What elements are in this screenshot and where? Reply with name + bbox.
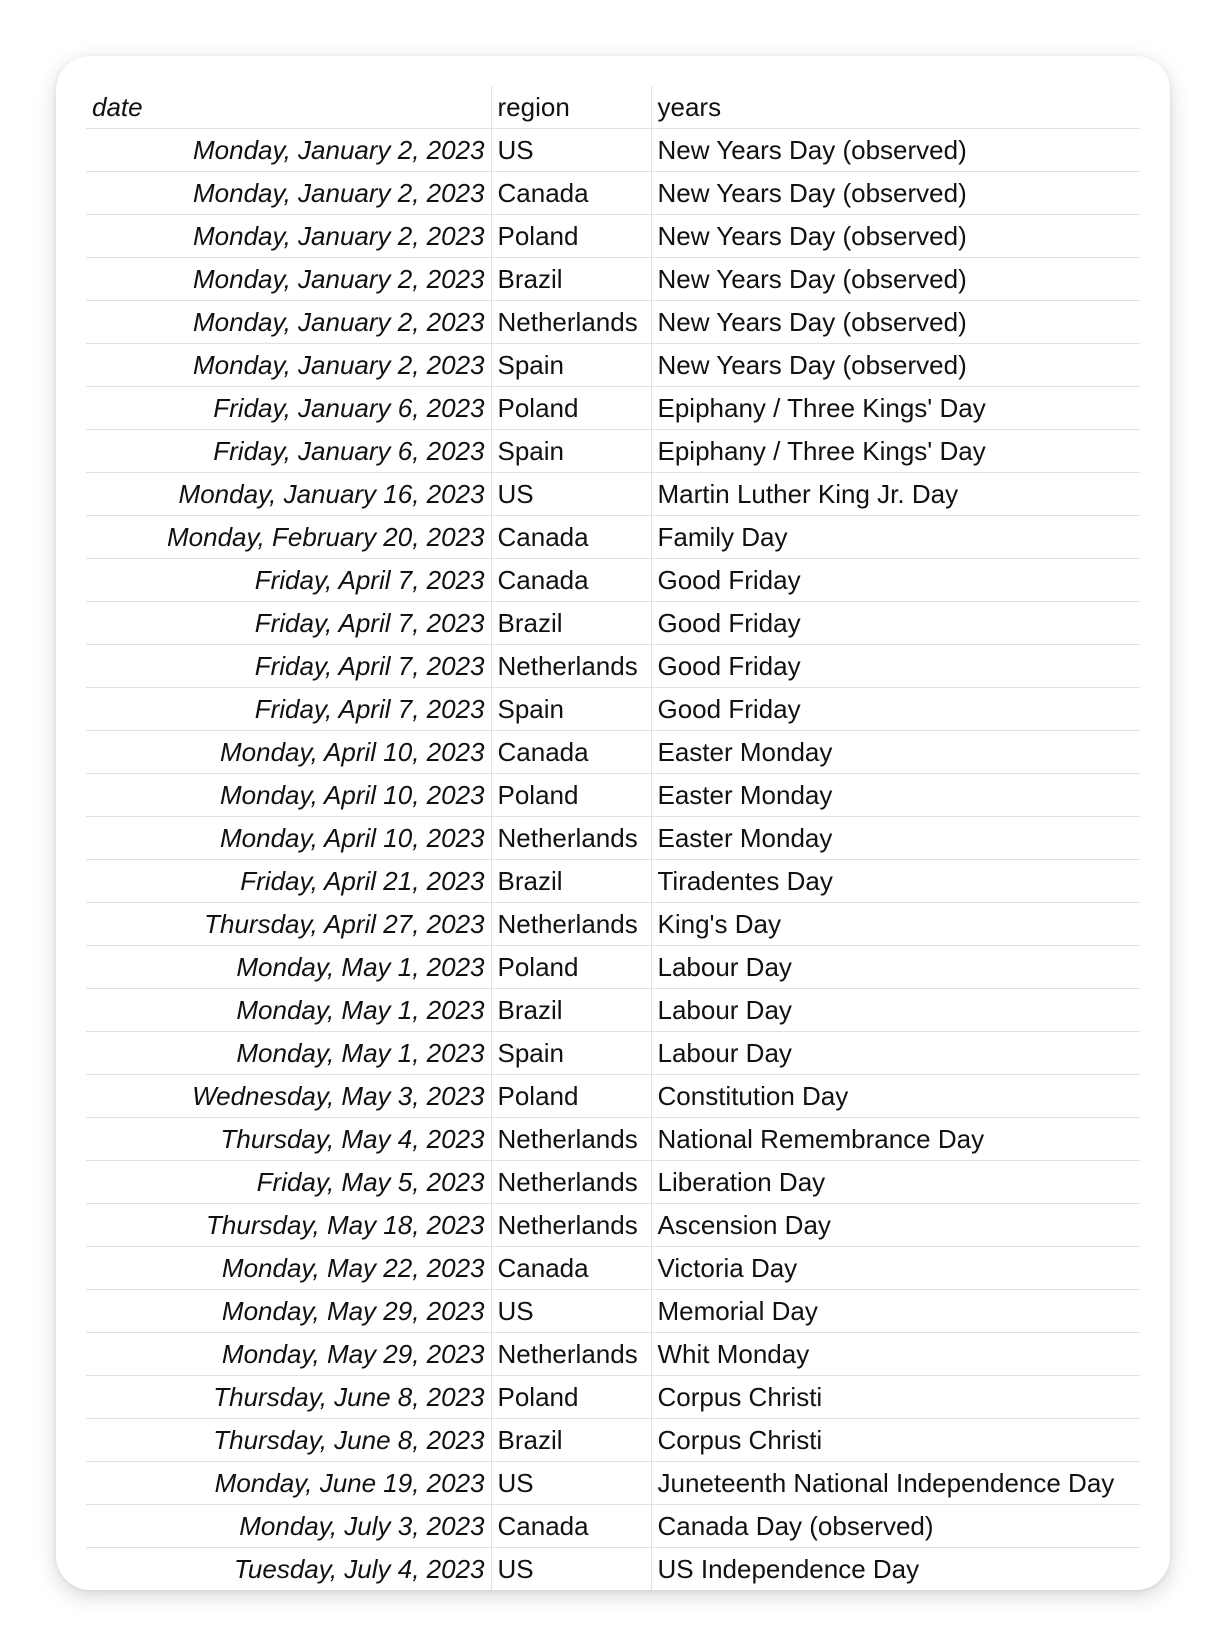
table-row <box>86 516 1140 559</box>
region-cell[interactable]: US <box>491 473 651 516</box>
region-cell[interactable]: Spain <box>491 344 651 387</box>
holiday-cell[interactable]: Corpus Christi <box>651 1376 1140 1419</box>
table-row <box>86 645 1140 688</box>
header-row <box>86 86 1140 129</box>
date-cell[interactable]: Tuesday, July 4, 2023 <box>233 1554 485 1584</box>
date-cell[interactable]: Monday, June 19, 2023 <box>86 1462 491 1505</box>
table-row <box>86 602 1140 645</box>
table-row <box>86 1247 1140 1290</box>
date-cell[interactable]: Monday, May 1, 2023 <box>86 989 491 1032</box>
holiday-cell[interactable]: Victoria Day <box>651 1247 1140 1290</box>
holiday-cell[interactable]: Canada Day (observed) <box>651 1505 1140 1548</box>
date-cell[interactable]: Monday, May 29, 2023 <box>86 1333 491 1376</box>
holiday-cell[interactable]: Good Friday <box>651 602 1140 645</box>
region-cell[interactable]: US <box>491 129 651 172</box>
holiday-cell[interactable]: New Years Day (observed) <box>651 344 1140 387</box>
date-cell[interactable]: Friday, April 7, 2023 <box>86 688 491 731</box>
table-row <box>86 946 1140 989</box>
holiday-cell[interactable]: Epiphany / Three Kings' Day <box>651 430 1140 473</box>
date-cell[interactable]: Friday, April 7, 2023 <box>86 602 491 645</box>
date-cell[interactable]: Thursday, June 8, 2023 <box>86 1419 491 1462</box>
date-cell[interactable]: Thursday, June 8, 2023 <box>86 1376 491 1419</box>
date-cell[interactable]: Friday, April 21, 2023 <box>86 860 491 903</box>
date-cell[interactable]: Friday, April 7, 2023 <box>86 645 491 688</box>
date-cell[interactable]: Monday, January 2, 2023 <box>86 258 491 301</box>
region-cell[interactable]: Poland <box>491 1075 651 1118</box>
region-cell[interactable]: Netherlands <box>491 817 651 860</box>
region-cell[interactable]: Netherlands <box>491 903 651 946</box>
holiday-cell[interactable]: Ascension Day <box>651 1204 1140 1247</box>
date-cell[interactable]: Monday, January 16, 2023 <box>86 473 491 516</box>
date-cell[interactable]: Friday, April 7, 2023 <box>86 559 491 602</box>
table-row <box>86 1204 1140 1247</box>
holiday-cell[interactable]: Labour Day <box>651 946 1140 989</box>
table-row <box>86 301 1140 344</box>
region-cell[interactable]: Netherlands <box>491 1333 651 1376</box>
holiday-cell[interactable]: National Remembrance Day <box>651 1118 1140 1161</box>
date-cell[interactable]: Monday, January 2, 2023 <box>86 301 491 344</box>
table-body <box>86 129 1140 1591</box>
holiday-cell[interactable]: Tiradentes Day <box>651 860 1140 903</box>
table-row <box>86 1075 1140 1118</box>
holiday-cell[interactable]: Good Friday <box>651 559 1140 602</box>
table-row <box>86 1462 1140 1505</box>
date-cell[interactable]: Thursday, May 18, 2023 <box>86 1204 491 1247</box>
table-row <box>86 1118 1140 1161</box>
date-cell[interactable]: Friday, January 6, 2023 <box>86 387 491 430</box>
date-cell[interactable]: Monday, May 29, 2023 <box>86 1290 491 1333</box>
table-row <box>86 430 1140 473</box>
date-cell[interactable]: Thursday, May 4, 2023 <box>86 1118 491 1161</box>
holiday-cell[interactable]: Memorial Day <box>651 1290 1140 1333</box>
date-cell[interactable]: Monday, January 2, 2023 <box>86 129 491 172</box>
table-row <box>86 1548 1140 1591</box>
holiday-cell[interactable]: Easter Monday <box>651 731 1140 774</box>
table-row <box>86 258 1140 301</box>
holiday-cell[interactable]: New Years Day (observed) <box>651 172 1140 215</box>
region-cell[interactable]: Canada <box>491 559 651 602</box>
holiday-cell[interactable]: New Years Day (observed) <box>651 215 1140 258</box>
holiday-cell[interactable]: Labour Day <box>651 989 1140 1032</box>
date-cell[interactable]: Friday, May 5, 2023 <box>86 1161 491 1204</box>
holiday-cell[interactable]: Labour Day <box>651 1032 1140 1075</box>
region-cell[interactable]: Canada <box>491 172 651 215</box>
region-cell[interactable]: Spain <box>491 688 651 731</box>
table-row <box>86 774 1140 817</box>
region-cell[interactable]: Brazil <box>491 1419 651 1462</box>
table-row <box>86 860 1140 903</box>
holiday-cell[interactable]: New Years Day (observed) <box>651 301 1140 344</box>
table-row <box>86 688 1140 731</box>
region-cell[interactable]: Brazil <box>491 602 651 645</box>
holiday-cell[interactable]: Good Friday <box>651 645 1140 688</box>
holiday-cell[interactable]: Whit Monday <box>651 1333 1140 1376</box>
region-cell[interactable]: Netherlands <box>491 1204 651 1247</box>
date-cell[interactable]: Wednesday, May 3, 2023 <box>86 1075 491 1118</box>
region-cell[interactable]: Netherlands <box>491 1161 651 1204</box>
column-header-region[interactable]: region <box>491 86 651 129</box>
region-cell[interactable]: Brazil <box>491 860 651 903</box>
region-cell[interactable]: Poland <box>491 1376 651 1419</box>
table-row <box>86 344 1140 387</box>
table-row <box>86 473 1140 516</box>
date-cell[interactable]: Thursday, April 27, 2023 <box>86 903 491 946</box>
date-cell[interactable]: Monday, May 1, 2023 <box>86 1032 491 1075</box>
date-cell[interactable]: Monday, January 2, 2023 <box>86 344 491 387</box>
holiday-cell[interactable]: US Independence Day <box>651 1548 1140 1591</box>
region-cell[interactable]: Canada <box>491 731 651 774</box>
table-row <box>86 1419 1140 1462</box>
table-row <box>86 1290 1140 1333</box>
holiday-cell[interactable]: Epiphany / Three Kings' Day <box>651 387 1140 430</box>
holiday-cell[interactable]: Family Day <box>651 516 1140 559</box>
column-header-years[interactable]: years <box>651 86 1140 129</box>
region-cell[interactable]: Poland <box>491 774 651 817</box>
table-row <box>86 172 1140 215</box>
table-row <box>86 1032 1140 1075</box>
date-cell[interactable]: Friday, January 6, 2023 <box>86 430 491 473</box>
table-row <box>86 1161 1140 1204</box>
date-cell[interactable]: Monday, January 2, 2023 <box>86 215 491 258</box>
holiday-cell[interactable]: Martin Luther King Jr. Day <box>651 473 1140 516</box>
date-cell[interactable]: Monday, April 10, 2023 <box>86 817 491 860</box>
table-row <box>86 731 1140 774</box>
holiday-cell[interactable]: New Years Day (observed) <box>651 258 1140 301</box>
region-cell[interactable]: US <box>491 1548 651 1591</box>
table-row <box>86 817 1140 860</box>
table-row <box>86 1505 1140 1548</box>
date-cell[interactable]: Monday, April 10, 2023 <box>86 731 491 774</box>
holiday-cell[interactable]: Constitution Day <box>651 1075 1140 1118</box>
table-row <box>86 215 1140 258</box>
table-row <box>86 559 1140 602</box>
region-cell[interactable]: Netherlands <box>491 645 651 688</box>
region-cell[interactable]: US <box>491 1462 651 1505</box>
holiday-cell[interactable]: Easter Monday <box>651 817 1140 860</box>
region-cell[interactable]: Canada <box>491 1505 651 1548</box>
table-row <box>86 1376 1140 1419</box>
holiday-cell[interactable]: Easter Monday <box>651 774 1140 817</box>
table-card <box>56 56 1170 1590</box>
region-cell[interactable]: US <box>491 1290 651 1333</box>
date-cell[interactable]: Monday, May 22, 2023 <box>86 1247 491 1290</box>
date-cell[interactable]: Monday, February 20, 2023 <box>86 516 491 559</box>
table-row <box>86 129 1140 172</box>
region-cell[interactable]: Poland <box>491 215 651 258</box>
region-cell[interactable]: Netherlands <box>491 1118 651 1161</box>
region-cell[interactable]: Netherlands <box>491 301 651 344</box>
column-header-date[interactable]: date <box>86 86 491 129</box>
region-cell[interactable]: Canada <box>491 516 651 559</box>
holiday-cell[interactable]: Good Friday <box>651 688 1140 731</box>
holiday-cell[interactable]: Juneteenth National Independence Day <box>651 1462 1140 1505</box>
table-row <box>86 387 1140 430</box>
region-cell[interactable]: Poland <box>491 946 651 989</box>
region-cell[interactable]: Canada <box>491 1247 651 1290</box>
holiday-cell[interactable]: New Years Day (observed) <box>651 129 1140 172</box>
table-row <box>86 1333 1140 1376</box>
holidays-table <box>86 86 1140 1590</box>
region-cell[interactable]: Poland <box>491 387 651 430</box>
region-cell[interactable]: Spain <box>491 1032 651 1075</box>
holiday-cell[interactable]: Liberation Day <box>651 1161 1140 1204</box>
region-cell[interactable]: Spain <box>491 430 651 473</box>
region-cell[interactable]: Brazil <box>491 989 651 1032</box>
date-cell[interactable]: Monday, January 2, 2023 <box>86 172 491 215</box>
region-cell[interactable]: Brazil <box>491 258 651 301</box>
holiday-cell[interactable]: Corpus Christi <box>651 1419 1140 1462</box>
date-cell[interactable]: Monday, May 1, 2023 <box>86 946 491 989</box>
table-row <box>86 989 1140 1032</box>
date-cell[interactable]: Monday, July 3, 2023 <box>86 1505 491 1548</box>
date-cell[interactable]: Monday, April 10, 2023 <box>86 774 491 817</box>
table-row <box>86 903 1140 946</box>
holiday-cell[interactable]: King's Day <box>651 903 1140 946</box>
